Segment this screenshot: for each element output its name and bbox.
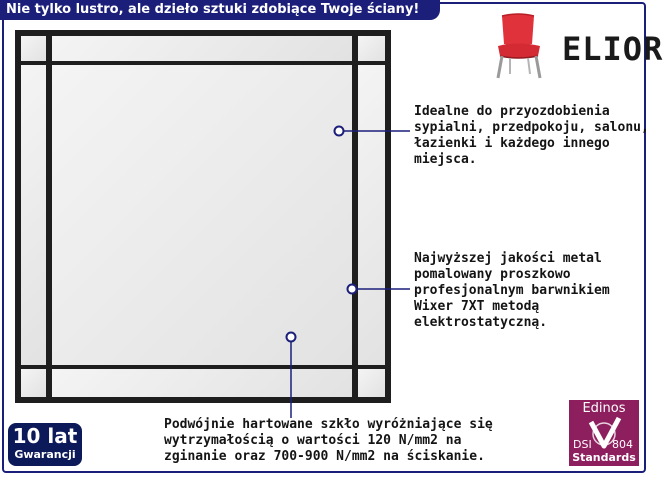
callout-metal-text: Najwyższej jakości metal pomalowany proszkowo profesjonalnym barwnikiem Wixer 7XT metodą elektrostatyczną. (414, 251, 610, 330)
warranty-badge (8, 423, 82, 466)
edinos-standards: Standards (572, 451, 636, 464)
callout-rooms-text: Idealne do przyozdobienia sypialni, przedpokoju, salonu, łazienki i każdego innego miejsca. (414, 104, 649, 167)
callout-dot-rooms (335, 127, 344, 136)
header-banner: Nie tylko lustro, ale dzieło sztuki zdobiące Twoje ściany! (0, 0, 440, 20)
warranty-label: Gwarancji (14, 448, 76, 461)
edinos-number: 804 (612, 438, 633, 451)
callout-glass-text: Podwójnie hartowane szkło wyróżniające się wytrzymałością o wartości 120 N/mm2 na zginanie oraz 700-900 N/mm2 na ściskanie. (164, 417, 493, 464)
edinos-name: Edinos (582, 401, 626, 416)
brand-name: ELIOR (562, 30, 663, 68)
callout-dot-glass (287, 333, 296, 342)
edinos-badge (569, 400, 639, 466)
warranty-years: 10 lat (12, 424, 78, 448)
callout-dot-metal (348, 285, 357, 294)
edinos-dsi: DSI (573, 438, 592, 451)
